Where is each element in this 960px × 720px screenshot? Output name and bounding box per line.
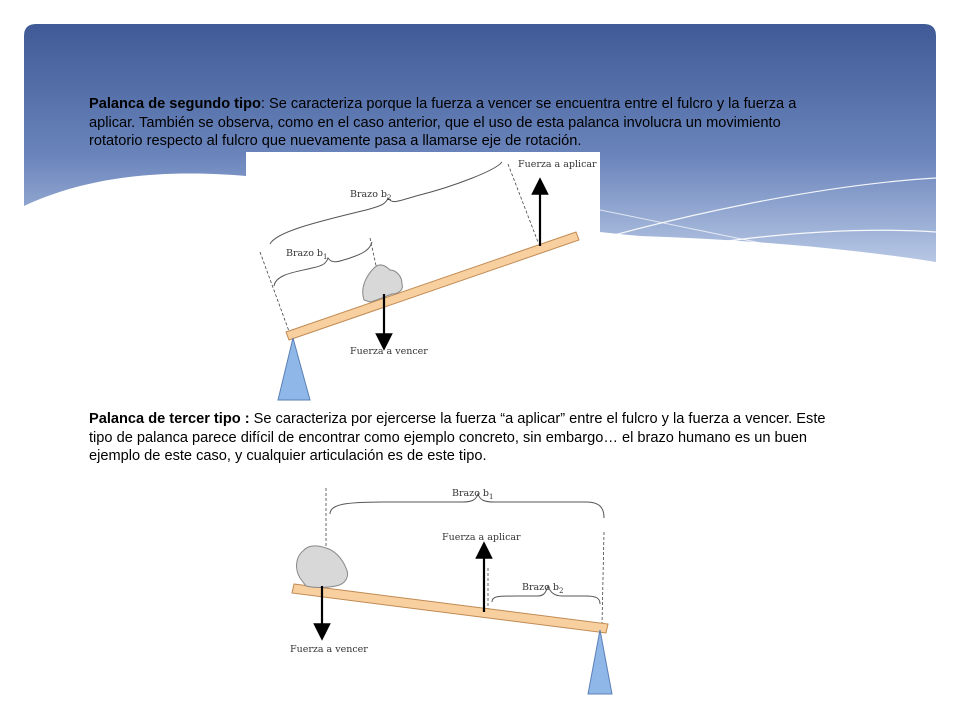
rock	[297, 546, 348, 588]
third-type-title: Palanca de tercer tipo :	[89, 411, 250, 427]
lever-bar	[286, 232, 579, 340]
figure-second-type-lever	[246, 152, 600, 402]
second-type-title: Palanca de segundo tipo	[89, 96, 261, 112]
fuerza-vencer-label: Fuerza a vencer	[290, 644, 368, 655]
brace-b2	[270, 162, 502, 244]
paragraph-third-type	[89, 410, 829, 466]
guide-line	[602, 532, 604, 624]
guide-line	[260, 252, 290, 334]
fulcrum	[588, 630, 612, 694]
fuerza-aplicar-label: Fuerza a aplicar	[518, 159, 597, 170]
fuerza-aplicar-label: Fuerza a aplicar	[442, 532, 521, 543]
figure-third-type-lever	[286, 484, 624, 702]
second-type-body: : Se caracteriza porque la fuerza a vencer se encuentra entre el fulcro y la fuerza a aplicar. También se observa, como en el caso anterior, que el uso de esta palanca involucra un movimiento rotatorio respecto al fulcro que nuevamente pasa a llamarse eje de rotación.	[89, 96, 797, 149]
fulcrum	[278, 338, 310, 400]
brazo-b1-label: Brazo $b_1$	[286, 248, 328, 261]
third-type-body: Se caracteriza por ejercerse la fuerza “a aplicar” entre el fulcro y la fuerza a vencer. Este tipo de palanca parece difícil de encontrar como ejemplo concreto, sin embargo… el brazo humano es un buen ejemplo de este caso, y cualquier articulación es de este tipo.	[89, 411, 826, 464]
brazo-b2-label: Brazo $b_2$	[350, 189, 392, 202]
fuerza-vencer-label: Fuerza a vencer	[350, 346, 428, 357]
brazo-b2-label: Brazo $b_2$	[522, 582, 564, 595]
paragraph-second-type	[89, 95, 829, 151]
guide-line	[508, 164, 538, 242]
brazo-b1-label: Brazo $b_1$	[452, 488, 494, 501]
